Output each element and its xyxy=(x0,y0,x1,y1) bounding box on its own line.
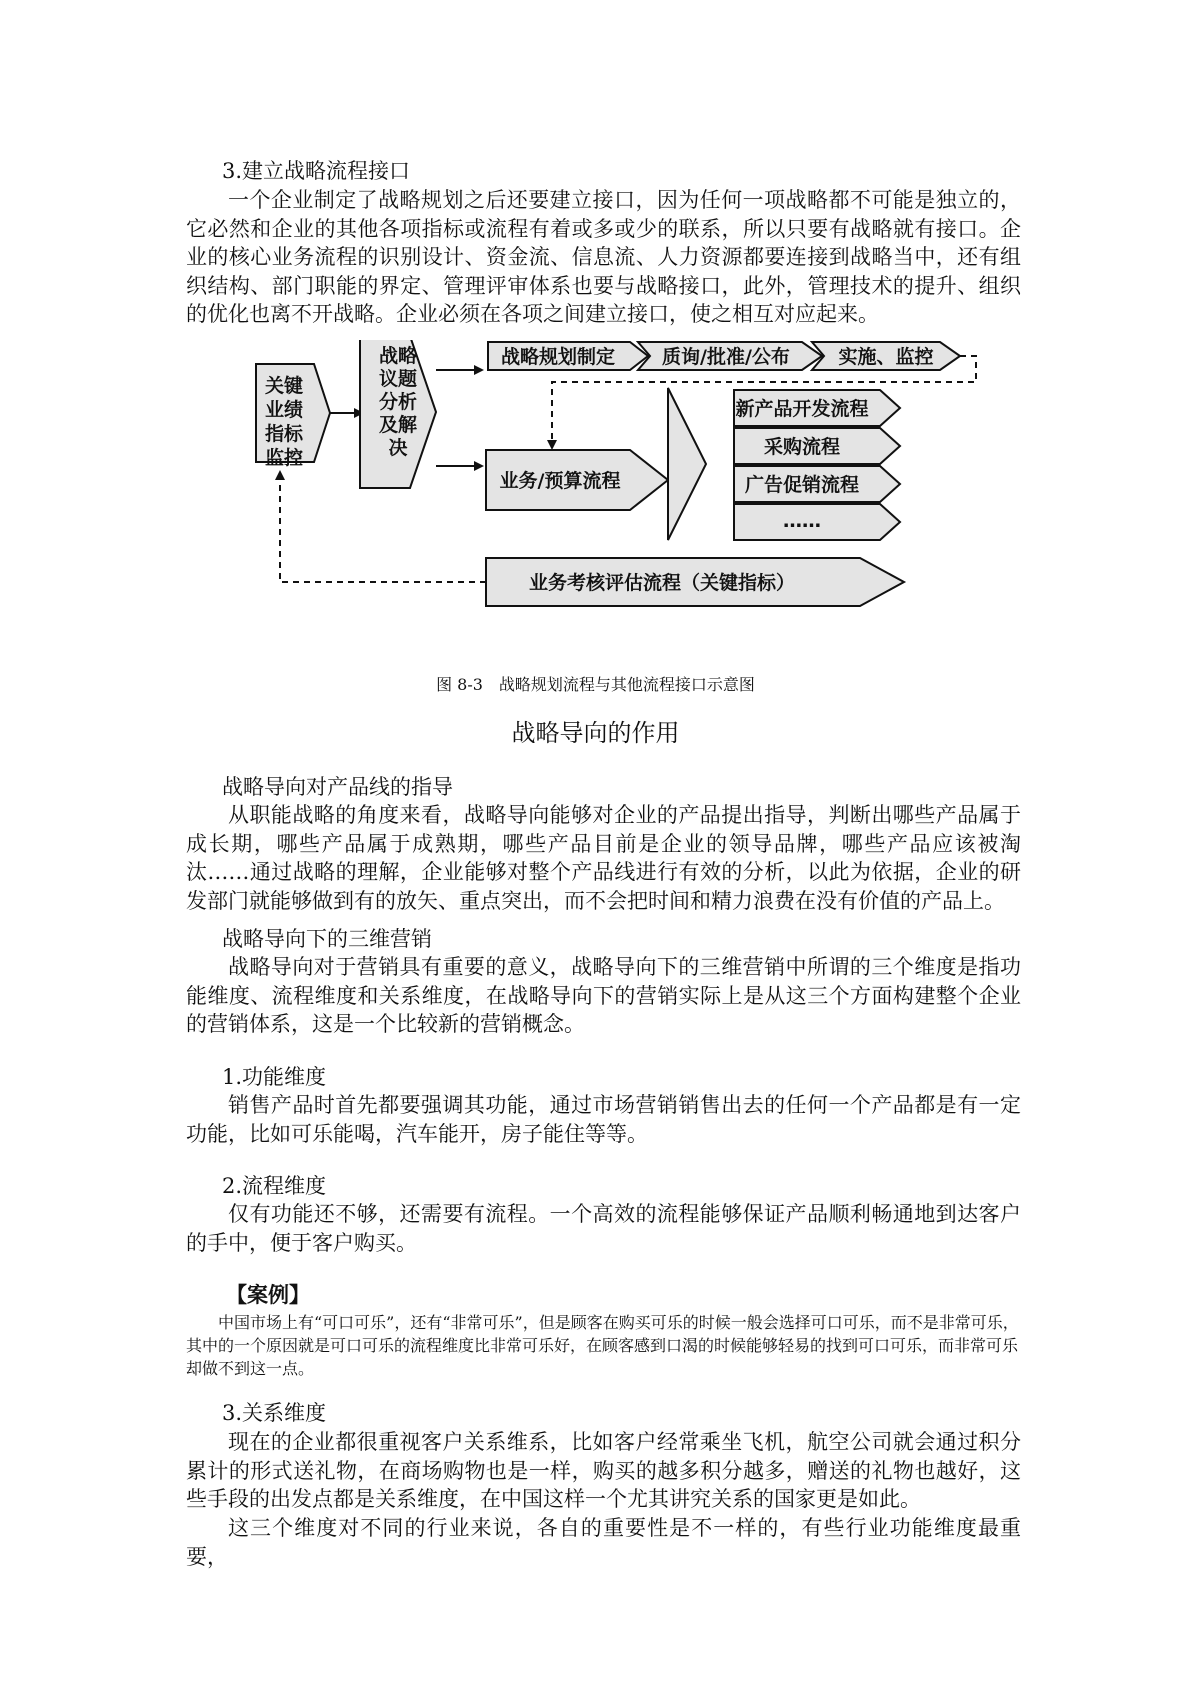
heading-marketing: 战略导向下的三维营销 xyxy=(222,927,432,951)
kpi-line-3: 指标 xyxy=(264,423,304,445)
implement-chevron xyxy=(812,342,960,370)
process-list xyxy=(734,390,900,540)
case-heading: 【案例】 xyxy=(226,1282,310,1307)
process-3-label: 广告促销流程 xyxy=(744,474,860,496)
budget-label: 业务/预算流程 xyxy=(499,470,621,492)
strategic-issue-box xyxy=(360,340,436,488)
evaluation-label: 业务考核评估流程（关键指标） xyxy=(528,572,796,594)
issue-line-3: 分析 xyxy=(378,391,418,413)
issue-line-1: 战略 xyxy=(378,345,418,367)
paragraph-relation-dimension-continued: 这三个维度对不同的行业来说，各自的重要性是不一样的，有些行业功能维度最重要， xyxy=(186,1516,1021,1569)
issue-line-2: 议题 xyxy=(378,368,418,390)
case-text: 中国市场上有“可口可乐”，还有“非常可乐”，但是顾客在购买可乐的时候一般会选择可口可乐，而不是非常可乐，其中的一个原因就是可口可乐的流程维度比非常可乐好，在顾客感到口渴的时候能够轻易的找到可口可乐，而非常可乐却做不到这一点。 xyxy=(186,1313,1019,1378)
paragraph-marketing: 战略导向对于营销具有重要的意义，战略导向下的三维营销中所谓的三个维度是指功能维度、流程维度和关系维度，在战略导向下的营销实际上是从这三个方面构建整个企业的营销体系，这是一个比较新的营销概念。 xyxy=(186,955,1021,1036)
paragraph-function-dimension: 销售产品时首先都要强调其功能，通过市场营销销售出去的任何一个产品都是有一定功能，比如可乐能喝，汽车能开，房子能住等等。 xyxy=(186,1093,1021,1146)
section-title: 战略导向的作用 xyxy=(511,719,680,747)
kpi-monitor-box xyxy=(256,364,330,469)
heading-relation-dimension: 3.关系维度 xyxy=(222,1401,327,1425)
approval-chevron xyxy=(638,342,822,370)
kpi-line-2: 业绩 xyxy=(264,399,304,421)
heading-function-dimension: 1.功能维度 xyxy=(222,1065,327,1089)
heading-process-dimension: 2.流程维度 xyxy=(222,1174,327,1198)
implement-label: 实施、监控 xyxy=(838,346,934,368)
process-2-label: 采购流程 xyxy=(763,436,841,458)
approval-label: 质询/批准/公布 xyxy=(662,346,790,368)
figure-caption: 图 8-3 战略规划流程与其他流程接口示意图 xyxy=(436,675,755,694)
issue-line-5: 决 xyxy=(388,437,408,459)
heading-product-line: 战略导向对产品线的指导 xyxy=(222,775,453,799)
paragraph-relation-dimension: 现在的企业都很重视客户关系维系，比如客户经常乘坐飞机，航空公司就会通过积分累计的形式送礼物，在商场购物也是一样，购买的越多积分越多，赠送的礼物也越好，这些手段的出发点都是关系维度，在中国这样一个尤其讲究关系的国家更是如此。 xyxy=(186,1430,1021,1511)
issue-line-4: 及解 xyxy=(378,414,418,436)
process-interface-diagram xyxy=(250,340,990,660)
strategy-planning-chevron xyxy=(488,342,648,370)
evaluation-chevron xyxy=(486,558,904,606)
kpi-line-1: 关键 xyxy=(264,375,304,397)
budget-process-chevron xyxy=(486,450,668,510)
process-1-label: 新产品开发流程 xyxy=(735,398,869,420)
paragraph-process-dimension: 仅有功能还不够，还需要有流程。一个高效的流程能够保证产品顺利畅通地到达客户的手中，便于客户购买。 xyxy=(186,1202,1021,1255)
kpi-line-4: 监控 xyxy=(264,447,304,469)
process-4-label: …… xyxy=(783,510,821,532)
big-arrow xyxy=(668,388,706,540)
planning-label: 战略规划制定 xyxy=(500,346,616,368)
paragraph-interface: 一个企业制定了战略规划之后还要建立接口，因为任何一项战略都不可能是独立的，它必然和企业的其他各项指标或流程有着或多或少的联系，所以只要有战略就有接口。企业的核心业务流程的识别设计、资金流、信息流、人力资源都要连接到战略当中，还有组织结构、部门职能的界定、管理评审体系也要与战略接口，此外，管理技术的提升、组织的优化也离不开战略。企业必须在各项之间建立接口，使之相互对应起来。 xyxy=(186,188,1021,326)
paragraph-product-line: 从职能战略的角度来看，战略导向能够对企业的产品提出指导，判断出哪些产品属于成长期，哪些产品属于成熟期，哪些产品目前是企业的领导品牌，哪些产品应该被淘汰……通过战略的理解，企业能够对整个产品线进行有效的分析，以此为依据，企业的研发部门就能够做到有的放矢、重点突出，而不会把时间和精力浪费在没有价值的产品上。 xyxy=(186,803,1021,913)
section-heading-interface: 3.建立战略流程接口 xyxy=(222,159,411,183)
